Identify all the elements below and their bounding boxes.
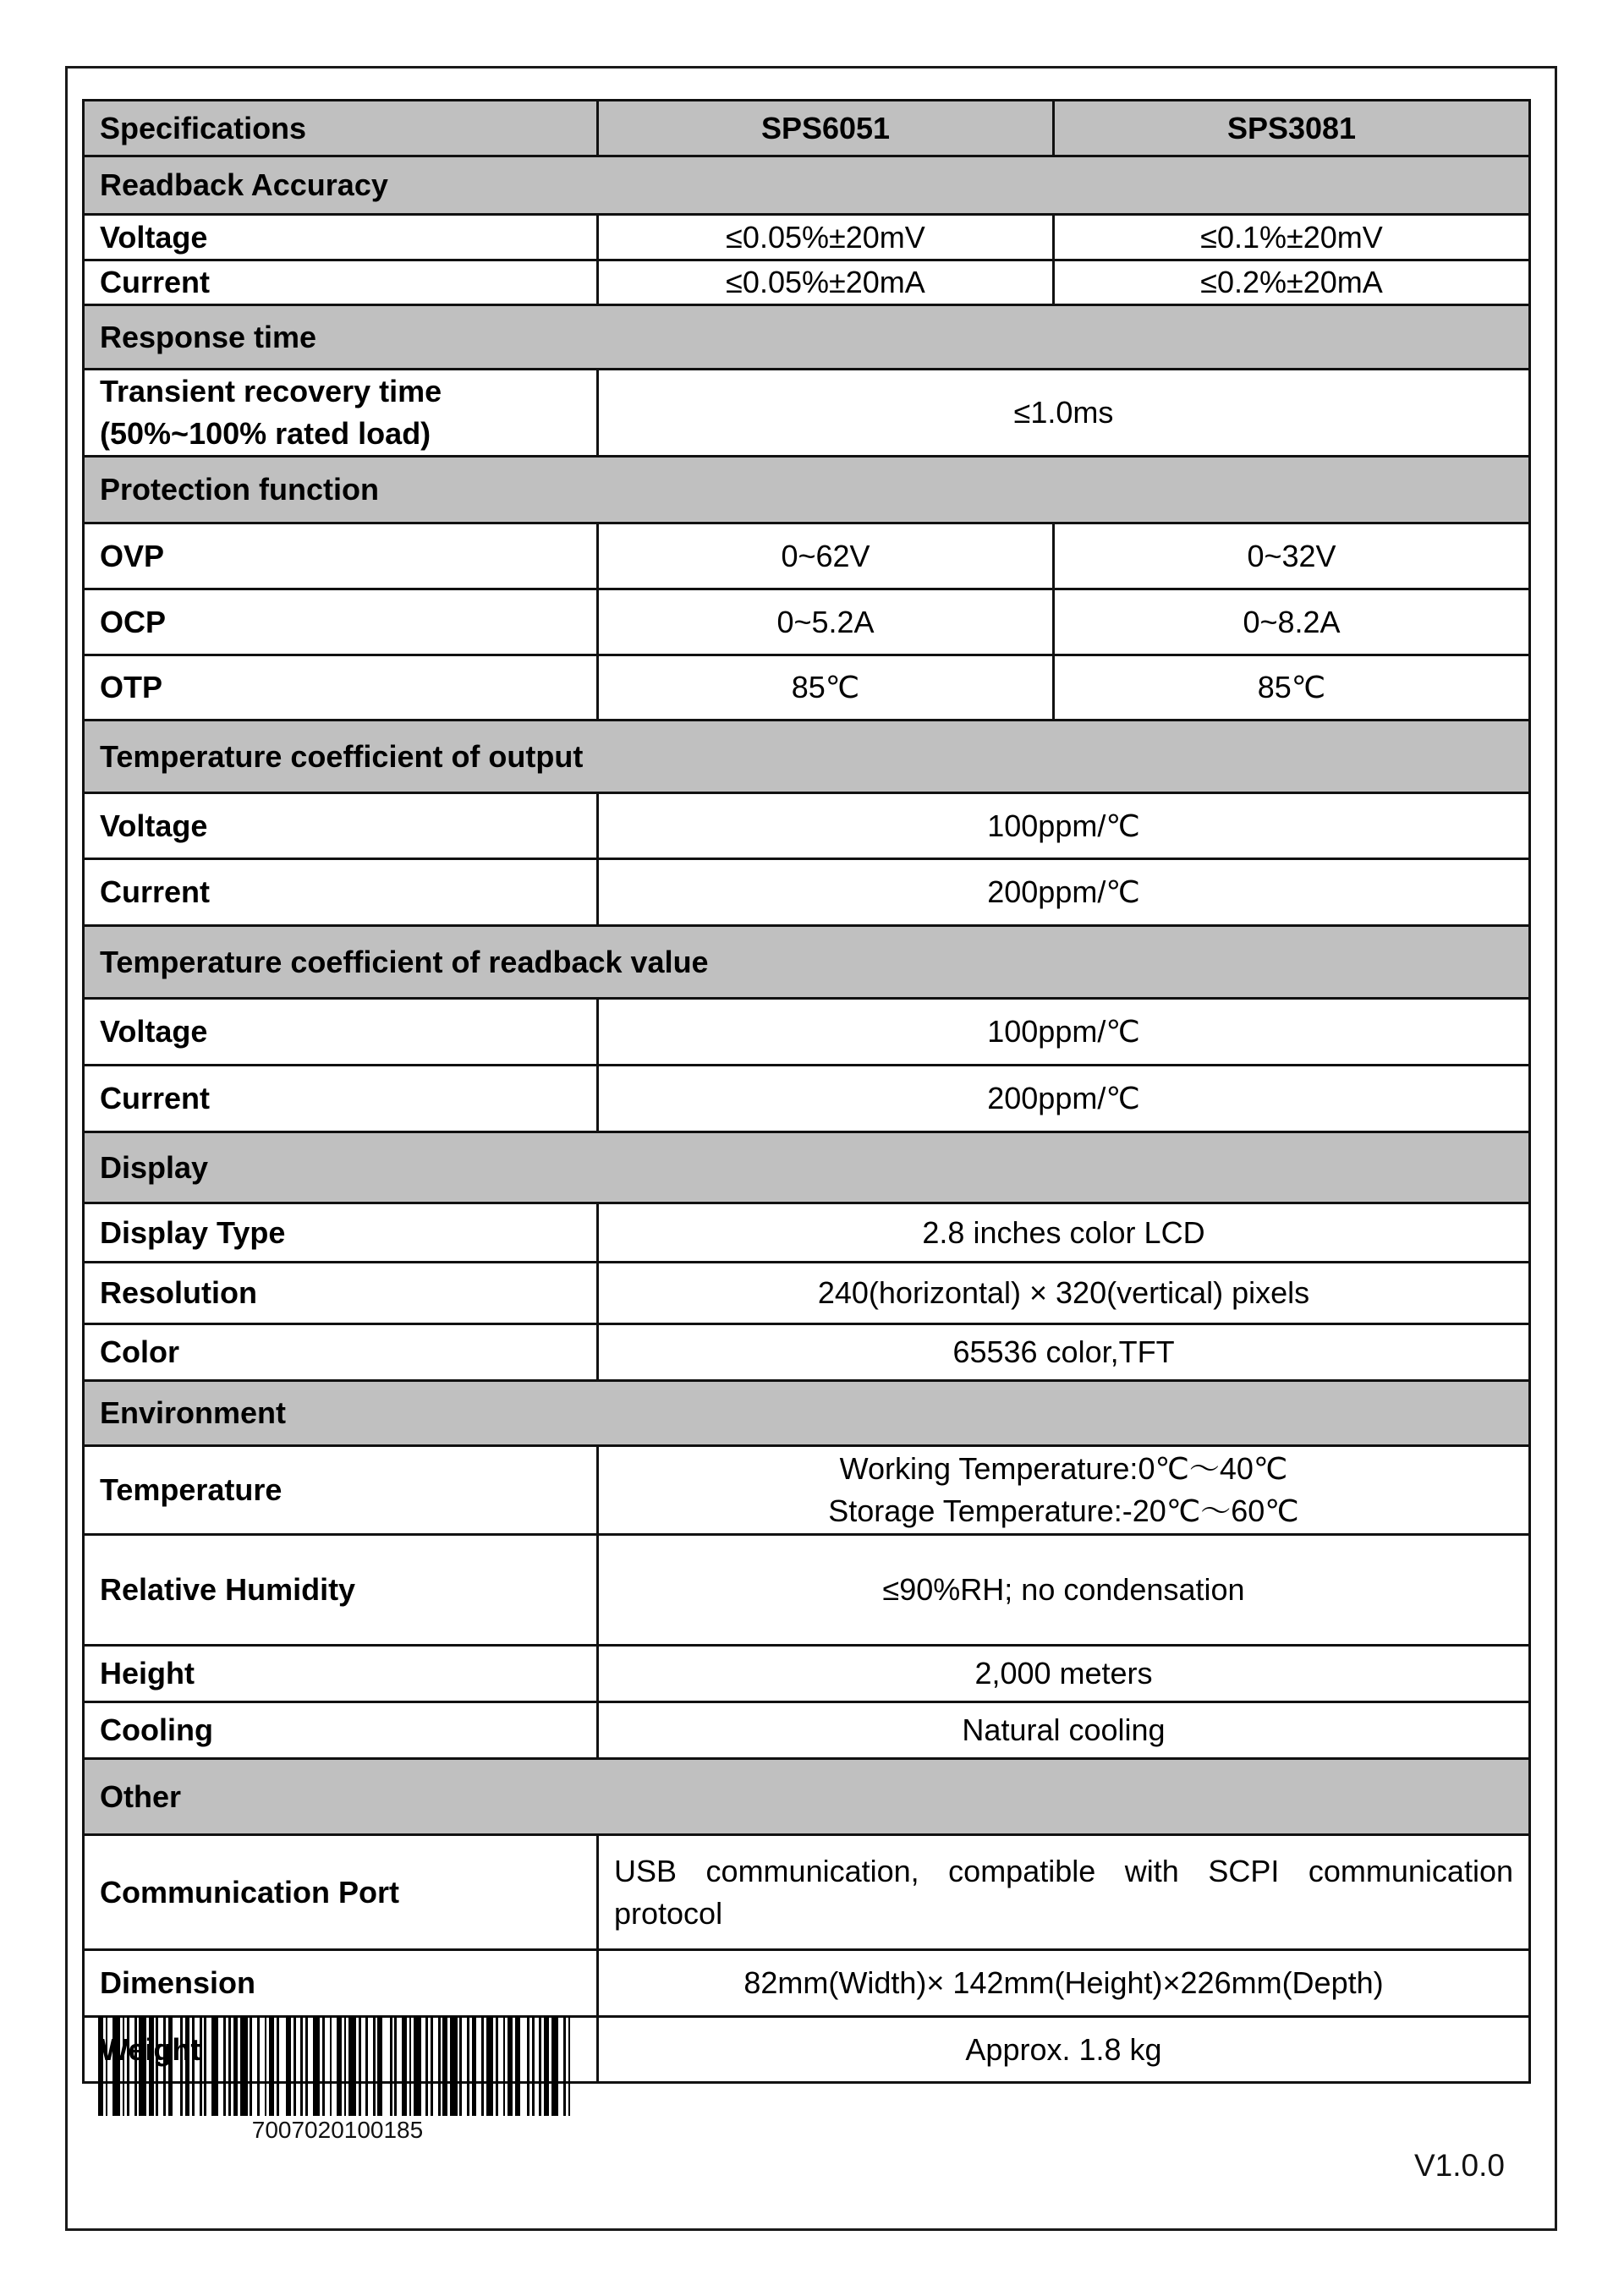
cell-merged: 240(horizontal) × 320(vertical) pixels (598, 1263, 1530, 1324)
section-row-other (84, 1759, 1530, 1835)
table-row (84, 215, 1530, 260)
cell-merged: 2.8 inches color LCD (598, 1203, 1530, 1263)
table-header-row (84, 101, 1530, 156)
table-row (84, 370, 1530, 457)
table-row (84, 589, 1530, 655)
spec-table (82, 99, 1531, 2084)
cell-merged: 200ppm/℃ (598, 1066, 1530, 1132)
row-label-line1: Transient recovery time (100, 374, 442, 408)
cell-merged: ≤1.0ms (598, 370, 1530, 457)
row-label: Current (84, 859, 598, 926)
barcode-number: 7007020100185 (251, 2117, 424, 2143)
table-row (84, 859, 1530, 926)
row-label: Resolution (84, 1263, 598, 1324)
section-title: Response time (84, 305, 1530, 370)
table-row (84, 1950, 1530, 2017)
row-label: Color (84, 1324, 598, 1381)
cell-merged: 65536 color,TFT (598, 1324, 1530, 1381)
cell-merged: ≤90%RH; no condensation (598, 1535, 1530, 1646)
cell-sps3081: 0~8.2A (1054, 589, 1530, 655)
row-label-line2: (50%~100% rated load) (100, 416, 431, 451)
table-row (84, 1263, 1530, 1324)
working-temperature: Working Temperature:0℃～40℃ (839, 1451, 1288, 1486)
section-title: Readback Accuracy (84, 156, 1530, 215)
cell-merged: Natural cooling (598, 1702, 1530, 1759)
cell-sps3081: ≤0.1%±20mV (1054, 215, 1530, 260)
barcode-image (98, 2016, 577, 2116)
row-label: OVP (84, 523, 598, 589)
table-row (84, 1646, 1530, 1702)
section-title: Other (84, 1759, 1530, 1835)
table-row (84, 1835, 1530, 1950)
row-label: Voltage (84, 215, 598, 260)
row-label: Voltage (84, 999, 598, 1066)
cell-merged: 100ppm/℃ (598, 999, 1530, 1066)
section-title: Temperature coefficient of output (84, 721, 1530, 793)
cell-sps6051: ≤0.05%±20mV (598, 215, 1054, 260)
cell-merged: Approx. 1.8 kg (598, 2017, 1530, 2083)
row-label: Relative Humidity (84, 1535, 598, 1646)
cell-sps3081: 85℃ (1054, 655, 1530, 721)
row-label: Current (84, 1066, 598, 1132)
section-row-tc-readback (84, 926, 1530, 999)
section-row-response (84, 305, 1530, 370)
cell-merged: 82mm(Width)× 142mm(Height)×226mm(Depth) (598, 1950, 1530, 2017)
cell-sps3081: ≤0.2%±20mA (1054, 260, 1530, 305)
section-title: Protection function (84, 457, 1530, 523)
row-label: Display Type (84, 1203, 598, 1263)
table-row (84, 523, 1530, 589)
header-sps3081: SPS3081 (1054, 101, 1530, 156)
table-row (84, 1203, 1530, 1263)
section-title: Display (84, 1132, 1530, 1203)
section-row-display (84, 1132, 1530, 1203)
cell-sps6051: 85℃ (598, 655, 1054, 721)
cell-merged: USB communication, compatible with SCPI communication protocol (598, 1835, 1530, 1950)
row-label (84, 370, 598, 457)
table-row (84, 655, 1530, 721)
table-row (84, 1702, 1530, 1759)
cell-sps6051: 0~62V (598, 523, 1054, 589)
table-row (84, 1324, 1530, 1381)
row-label: Current (84, 260, 598, 305)
section-row-tc-output (84, 721, 1530, 793)
version-label: V1.0.0 (1414, 2148, 1505, 2183)
cell-merged: 100ppm/℃ (598, 793, 1530, 859)
section-row-environment (84, 1381, 1530, 1446)
cell-merged (598, 1446, 1530, 1535)
table-row (84, 999, 1530, 1066)
header-sps6051: SPS6051 (598, 101, 1054, 156)
cell-sps6051: ≤0.05%±20mA (598, 260, 1054, 305)
row-label: OTP (84, 655, 598, 721)
cell-sps3081: 0~32V (1054, 523, 1530, 589)
table-row (84, 1446, 1530, 1535)
table-row (84, 1535, 1530, 1646)
row-label: Cooling (84, 1702, 598, 1759)
table-row (84, 260, 1530, 305)
section-row-protection (84, 457, 1530, 523)
row-label: Temperature (84, 1446, 598, 1535)
table-row (84, 793, 1530, 859)
storage-temperature: Storage Temperature:-20℃～60℃ (828, 1493, 1299, 1528)
cell-merged: 200ppm/℃ (598, 859, 1530, 926)
row-label: Communication Port (84, 1835, 598, 1950)
header-specifications: Specifications (84, 101, 598, 156)
cell-merged: 2,000 meters (598, 1646, 1530, 1702)
row-label: OCP (84, 589, 598, 655)
table-row (84, 1066, 1530, 1132)
cell-sps6051: 0~5.2A (598, 589, 1054, 655)
row-label: Height (84, 1646, 598, 1702)
row-label: Dimension (84, 1950, 598, 2017)
row-label: Voltage (84, 793, 598, 859)
section-row-readback (84, 156, 1530, 215)
section-title: Environment (84, 1381, 1530, 1446)
section-title: Temperature coefficient of readback value (84, 926, 1530, 999)
